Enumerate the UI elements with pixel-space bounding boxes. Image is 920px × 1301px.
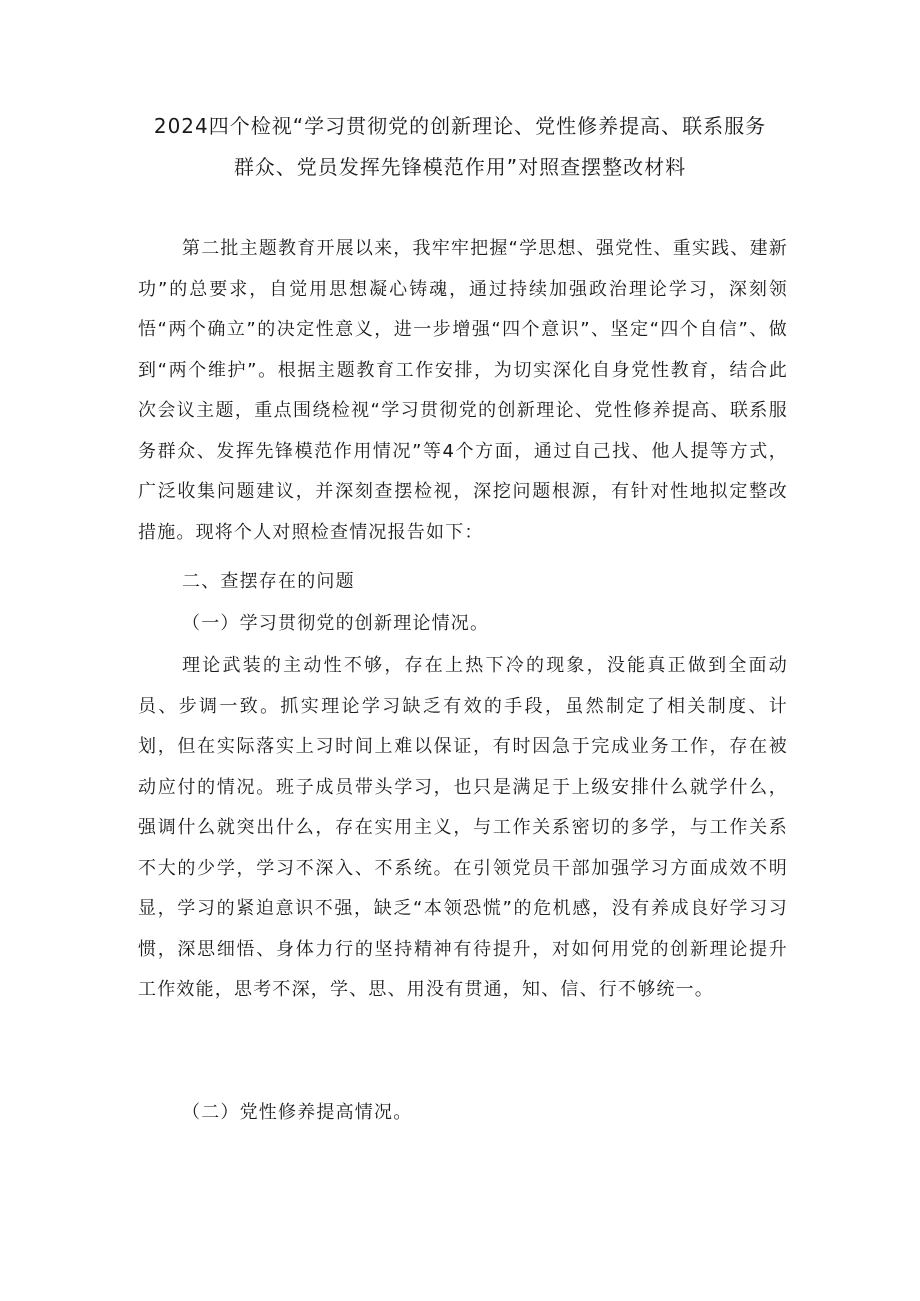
document-title bbox=[130, 106, 790, 188]
subsection-1-body: 理论武装的主动性不够，存在上热下冷的现象，没能真正做到全面动员、步调一致。抓实理论学习缺乏有效的手段，虽然制定了相关制度、计划，但在实际落实上习时间上难以保证，有时因急于完成业务工作，存在被动应付的情况。班子成员带头学习，也只是满足于上级安排什么就学什么，强调什么就突出什么，存在实用主义，与工作关系密切的多学，与工作关系不大的少学，学习不深入、不系统。在引领党员干部加强学习方面成效不明显，学习的紧迫意识不强，缺乏“本领恐慌”的危机感，没有养成良好学习习惯，深思细悟、身体力行的坚持精神有待提升，对如何用党的创新理论提升工作效能，思考不深，学、思、用没有贯通，知、信、行不够统一。 bbox=[138, 655, 788, 1000]
subsection-1-heading: （一）学习贯彻党的创新理论情况。 bbox=[182, 613, 490, 634]
subsection-2-heading: （二）党性修养提高情况。 bbox=[182, 1102, 413, 1123]
title-line-2: 群众、党员发挥先锋模范作用”对照查摆整改材料 bbox=[233, 155, 687, 179]
section-2-heading: 二、查摆存在的问题 bbox=[182, 571, 355, 592]
intro-paragraph: 第二批主题教育开展以来，我牢牢把握“学思想、强党性、重实践、建新功”的总要求，自觉用思想凝心铸魂，通过持续加强政治理论学习，深刻领悟“两个确立”的决定性意义，进一步增强“四个意识”、坚定“四个自信”、做到“两个维护”。根据主题教育工作安排，为切实深化自身党性教育，结合此次会议主题，重点围绕检视“学习贯彻党的创新理论、党性修养提高、联系服务群众、发挥先锋模范作用情况”等4个方面，通过自己找、他人提等方式，广泛收集问题建议，并深刻查摆检视，深挖问题根源，有针对性地拟定整改措施。现将个人对照检查情况报告如下： bbox=[138, 238, 788, 543]
title-line-1: 2024四个检视“学习贯彻党的创新理论、党性修养提高、联系服务 bbox=[153, 114, 767, 138]
